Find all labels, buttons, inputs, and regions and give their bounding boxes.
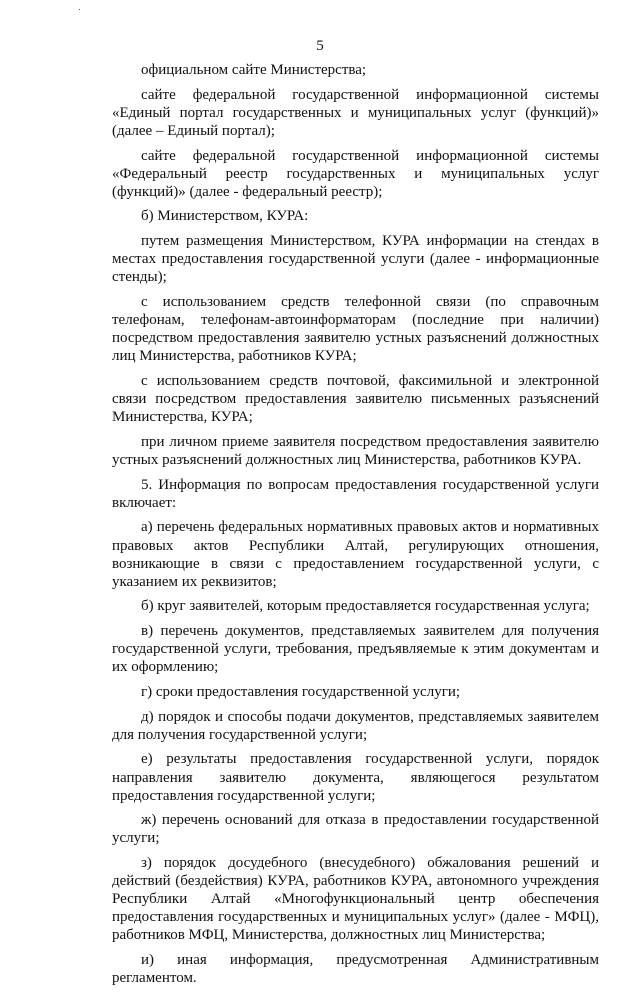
paragraph-telephone: с использованием средств телефонной связи (по справочным телефонам, телефонам-автоинформаторам (последние при наличии) посредством предоставления заявителю устных разъяснений должностных лиц Министерства, работников КУРА; <box>112 294 599 365</box>
paragraph-z-appeal: з) порядок досудебного (внесудебного) обжалования решений и действий (бездействия) КУРА, работников КУРА, автономного учреждения Республики Алтай «Многофункциональный центр обеспечения предоставления государственных и муниципальных услуг» (далее - МФЦ), работников МФЦ, Министерства, должностных лиц Министерства; <box>112 855 599 944</box>
paragraph-g-terms: г) сроки предоставления государственной услуги; <box>141 683 461 700</box>
paragraph-5-information-includes: 5. Информация по вопросам предоставления государственной услуги включает: <box>112 476 599 511</box>
paragraph-v-documents: в) перечень документов, представляемых заявителем для получения государственной услуги, требования, предъявляемые к этим документам и их оформлению; <box>112 623 599 676</box>
paragraph-i-other-info: и) иная информация, предусмотренная Административным регламентом. <box>112 952 599 987</box>
paragraph-a-legal-acts: а) перечень федеральных нормативных правовых актов и нормативных правовых актов Республики Алтай, регулирующих отношения, возникающие в связи с предоставлением государственной услуги, с указанием их реквизитов; <box>112 519 599 590</box>
paragraph-b-ministry-kura: б) Министерством, КУРА: <box>141 208 309 225</box>
paragraph-zh-refusal-grounds: ж) перечень оснований для отказа в предоставлении государственной услуги; <box>112 812 599 847</box>
paragraph-unified-portal: сайте федеральной государственной информационной системы «Единый портал государственных и муниципальных услуг (функций)» (далее – Единый портал); <box>112 86 599 139</box>
paragraph-postal-fax-email: с использованием средств почтовой, факсимильной и электронной связи посредством предоставления заявителю письменных разъяснений Министерства, КУРА; <box>112 372 599 426</box>
scan-speck <box>79 9 80 10</box>
paragraph-personal-reception: при личном приеме заявителя посредством предоставления заявителю устных разъяснений должностных лиц Министерства, работников КУРА. <box>112 433 599 468</box>
paragraph-official-site: официальном сайте Министерства; <box>141 62 367 78</box>
paragraph-d-submission: д) порядок и способы подачи документов, представляемых заявителем для получения государственной услуги; <box>112 708 599 743</box>
paragraph-e-results: е) результаты предоставления государственной услуги, порядок направления заявителю документа, являющегося результатом предоставления государственной услуги; <box>112 751 599 804</box>
paragraph-federal-registry: сайте федеральной государственной информационной системы «Федеральный реестр государственных и муниципальных услуг (функций)» (далее - федеральный реестр); <box>112 147 599 200</box>
document-body <box>112 61 599 994</box>
paragraph-b-applicants: б) круг заявителей, которым предоставляется государственная услуга; <box>141 598 590 615</box>
paragraph-information-stands: путем размещения Министерством, КУРА информации на стендах в местах предоставления государственной услуги (далее - информационные стенды); <box>112 233 599 286</box>
page-number: 5 <box>316 38 324 54</box>
